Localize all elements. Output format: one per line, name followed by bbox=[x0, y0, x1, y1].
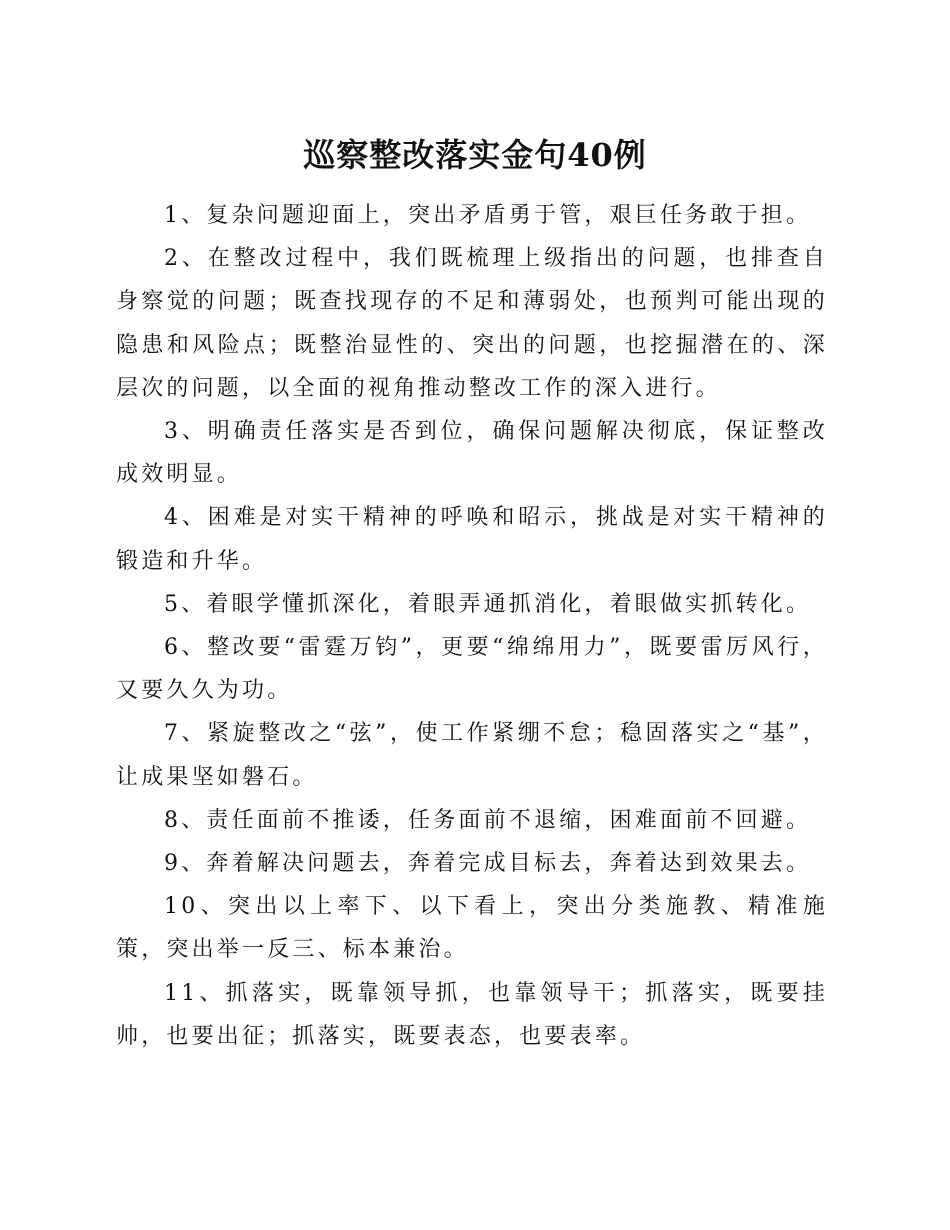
paragraph-8: 8、责任面前不推诿，任务面前不退缩，困难面前不回避。 bbox=[164, 807, 812, 833]
paragraph-3: 3、明确责任落实是否到位，确保问题解决彻底，保证整改成效明显。 bbox=[116, 419, 828, 488]
paragraph-11: 11、抓落实，既靠领导抓，也靠领导干；抓落实，既要挂帅，也要出征；抓落实，既要表态，也要表率。 bbox=[116, 980, 828, 1049]
paragraph-1: 1、复杂问题迎面上，突出矛盾勇于管，艰巨任务敢于担。 bbox=[164, 203, 812, 228]
paragraph-9: 9、奔着解决问题去，奔着完成目标去，奔着达到效果去。 bbox=[164, 851, 812, 877]
document-title: 巡察整改落实金句40例 bbox=[303, 136, 647, 174]
paragraph-4: 4、困难是对实干精神的呼唤和昭示，挑战是对实干精神的锻造和升华。 bbox=[116, 505, 828, 574]
paragraph-2: 2、在整改过程中，我们既梳理上级指出的问题，也排查自身察觉的问题；既查找现存的不足和薄弱处，也预判可能出现的隐患和风险点；既整治显性的、突出的问题，也挖掘潜在的、深层次的问题，以全面的视角推动整改工作的深入进行。 bbox=[116, 246, 828, 401]
document-body bbox=[116, 194, 828, 1058]
paragraph-6: 6、整改要“雷霆万钧”，更要“绵绵用力”，既要雷厉风行，又要久久为功。 bbox=[116, 635, 828, 704]
paragraph-7: 7、紧旋整改之“弦”，使工作紧绷不怠；稳固落实之“基”，让成果坚如磐石。 bbox=[116, 721, 828, 790]
paragraph-10: 10、突出以上率下、以下看上，突出分类施教、精准施策，突出举一反三、标本兼治。 bbox=[116, 894, 828, 963]
paragraph-5: 5、着眼学懂抓深化，着眼弄通抓消化，着眼做实抓转化。 bbox=[164, 591, 812, 617]
